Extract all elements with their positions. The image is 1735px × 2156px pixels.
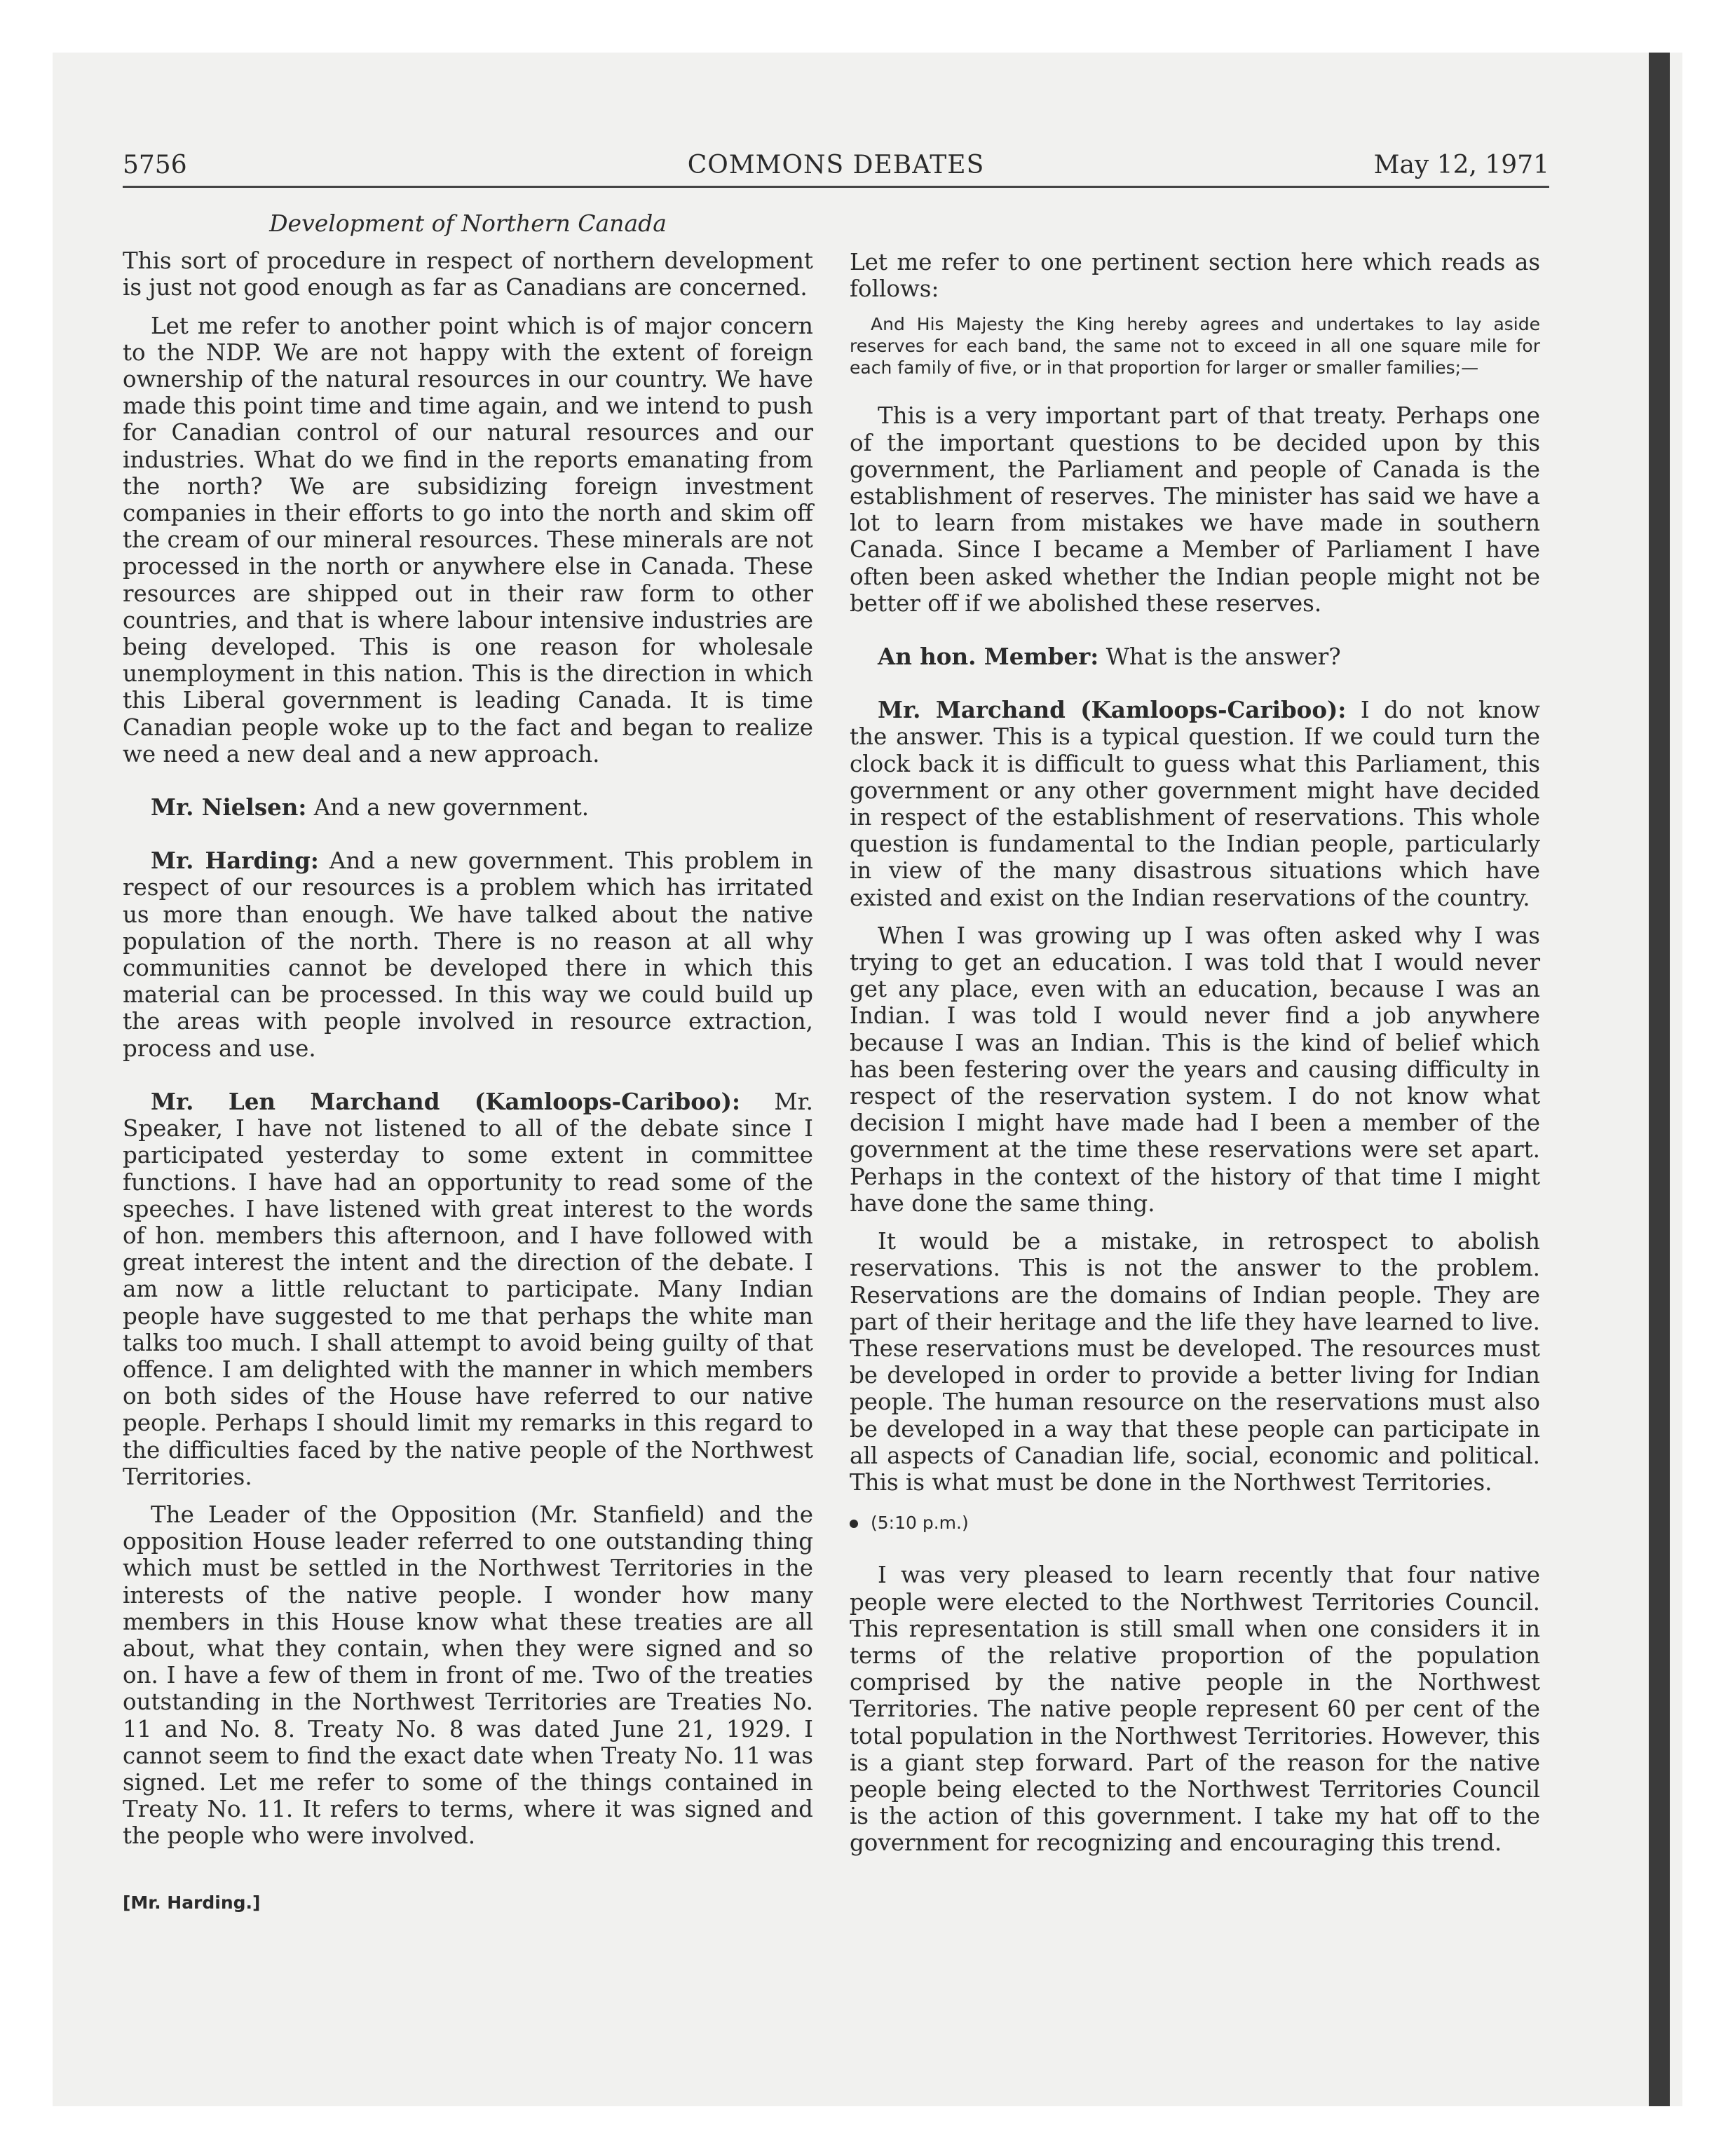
speech-paragraph	[123, 847, 813, 1062]
page-number: 5756	[123, 151, 187, 179]
treaty-quote: And His Majesty the King hereby agrees and undertakes to lay aside reserves for each band, the same not to exceed in all one square mile for each family of five, or in that proportion for larger or smaller families;—	[850, 314, 1540, 378]
paragraph: It would be a mistake, in retrospect to abolish reservations. This is not the answer to the problem. Reservations are the domains of Indian people. They are part of their heritage and the life they have learned to live. These reservations must be developed. The resources must be developed in order to provide a better living for Indian people. The human resource on the reservations must also be developed in a way that these people can participate in all aspects of Canadian life, social, economic and political. This is what must be done in the Northwest Territories.	[850, 1228, 1540, 1496]
speech-text: And a new government.	[313, 794, 590, 821]
speech-paragraph	[123, 1089, 813, 1490]
speech-text: And a new government. This problem in respect of our resources is a problem which has irritated us more than enough. We have talked about the native population of the north. There is no reason at all why communities cannot be developed there in which this material can be processed. In this way we could build up the areas with people involved in resource extraction, process and use.	[123, 847, 813, 1062]
section-title: Development of Northern Canada	[269, 210, 667, 237]
publication-title: COMMONS DEBATES	[687, 151, 985, 179]
speech-paragraph	[850, 643, 1540, 670]
paragraph: This is a very important part of that treaty. Perhaps one of the important questions to be decided upon by this government, the Parliament and people of Canada is the establishment of reserves. The minister has said we have a lot to learn from mistakes we have made in southern Canada. Since I became a Member of Parliament I have often been asked whether the Indian people might not be better off if we abolished these reserves.	[850, 402, 1540, 617]
left-column	[123, 210, 813, 1861]
bullet-icon	[850, 1520, 858, 1528]
speaker-name: Mr. Harding:	[151, 847, 319, 875]
speech-paragraph	[850, 697, 1540, 911]
speaker-name: An hon. Member:	[878, 643, 1099, 671]
speech-text: What is the answer?	[1105, 643, 1341, 671]
page-header	[123, 151, 1549, 188]
speaker-name: Mr. Nielsen:	[151, 793, 307, 821]
speech-text: I do not know the answer. This is a typical question. If we could turn the clock back it is difficult to guess what this Parliament, this government or any other government might have decided in respect of the establishment of reservations. This whole question is fundamental to the Indian people, particularly in view of the many disastrous situations which have existed and exist on the Indian reservations of the country.	[850, 697, 1540, 911]
paragraph: This sort of procedure in respect of northern development is just not good enough as far as Canadians are concerned.	[123, 247, 813, 301]
publication-date: May 12, 1971	[1373, 151, 1549, 179]
paragraph: When I was growing up I was often asked why I was trying to get an education. I was told that I would never get any place, even with an education, because I was an Indian. I was told I would never find a job anywhere because I was an Indian. This is the kind of belief which has been festering over the years and causing difficulty in respect of the reservation system. I do not know what decision I might have made had I been a member of the government at the time these reservations were set apart. Perhaps in the context of the history of that time I might have done the same thing.	[850, 922, 1540, 1217]
page-footer: [Mr. Harding.]	[123, 1892, 261, 1913]
timestamp: (5:10 p.m.)	[850, 1510, 1540, 1536]
right-column	[850, 249, 1540, 1868]
speech-paragraph	[123, 794, 813, 821]
paragraph: Let me refer to one pertinent section here which reads as follows:	[850, 249, 1540, 303]
paragraph: Let me refer to another point which is of major concern to the NDP. We are not happy with the extent of foreign ownership of the natural resources in our country. We have made this point time and time again, and we intend to push for Canadian control of our natural resources and our industries. What do we find in the reports emanating from the north? We are subsidizing foreign investment companies in their efforts to go into the north and skim off the cream of our mineral resources. These minerals are not processed in the north or anywhere else in Canada. These resources are shipped out in their raw form to other countries, and that is where labour intensive industries are being developed. This is one reason for wholesale unemployment in this nation. This is the direction in which this Liberal government is leading Canada. It is time Canadian people woke up to the fact and began to realize we need a new deal and a new approach.	[123, 312, 813, 767]
paragraph: I was very pleased to learn recently that four native people were elected to the Northwest Territories Council. This representation is still small when one considers it in terms of the relative proportion of the population comprised by the native people in the Northwest Territories. The native people represent 60 per cent of the total population in the Northwest Territories. However, this is a giant step forward. Part of the reason for the native people being elected to the Northwest Territories Council is the action of this government. I take my hat off to the government for recognizing and encouraging this trend.	[850, 1562, 1540, 1857]
scan-edge-shadow	[1649, 53, 1670, 2106]
speaker-name: Mr. Marchand (Kamloops-Cariboo):	[878, 696, 1347, 724]
paragraph: The Leader of the Opposition (Mr. Stanfield) and the opposition House leader referred to one outstanding thing which must be settled in the Northwest Territories in the interests of the native people. I wonder how many members in this House know what these treaties are all about, what they contain, when they were signed and so on. I have a few of them in front of me. Two of the treaties outstanding in the Northwest Territories are Treaties No. 11 and No. 8. Treaty No. 8 was dated June 21, 1929. I cannot seem to find the exact date when Treaty No. 11 was signed. Let me refer to some of the things contained in Treaty No. 11. It refers to terms, where it was signed and the people who were involved.	[123, 1501, 813, 1850]
speaker-name: Mr. Len Marchand (Kamloops-Cariboo):	[151, 1087, 740, 1115]
speech-text: Mr. Speaker, I have not listened to all of the debate since I participated yesterday to some extent in committee functions. I have had an opportunity to read some of the speeches. I have listened with great interest to the words of hon. members this afternoon, and I have followed with great interest the intent and the direction of the debate. I am now a little reluctant to participate. Many Indian people have suggested to me that perhaps the white man talks too much. I shall attempt to avoid being guilty of that offence. I am delighted with the manner in which members on both sides of the House have referred to our native people. Perhaps I should limit my remarks in this regard to the difficulties faced by the native people of the Northwest Territories.	[123, 1088, 813, 1490]
